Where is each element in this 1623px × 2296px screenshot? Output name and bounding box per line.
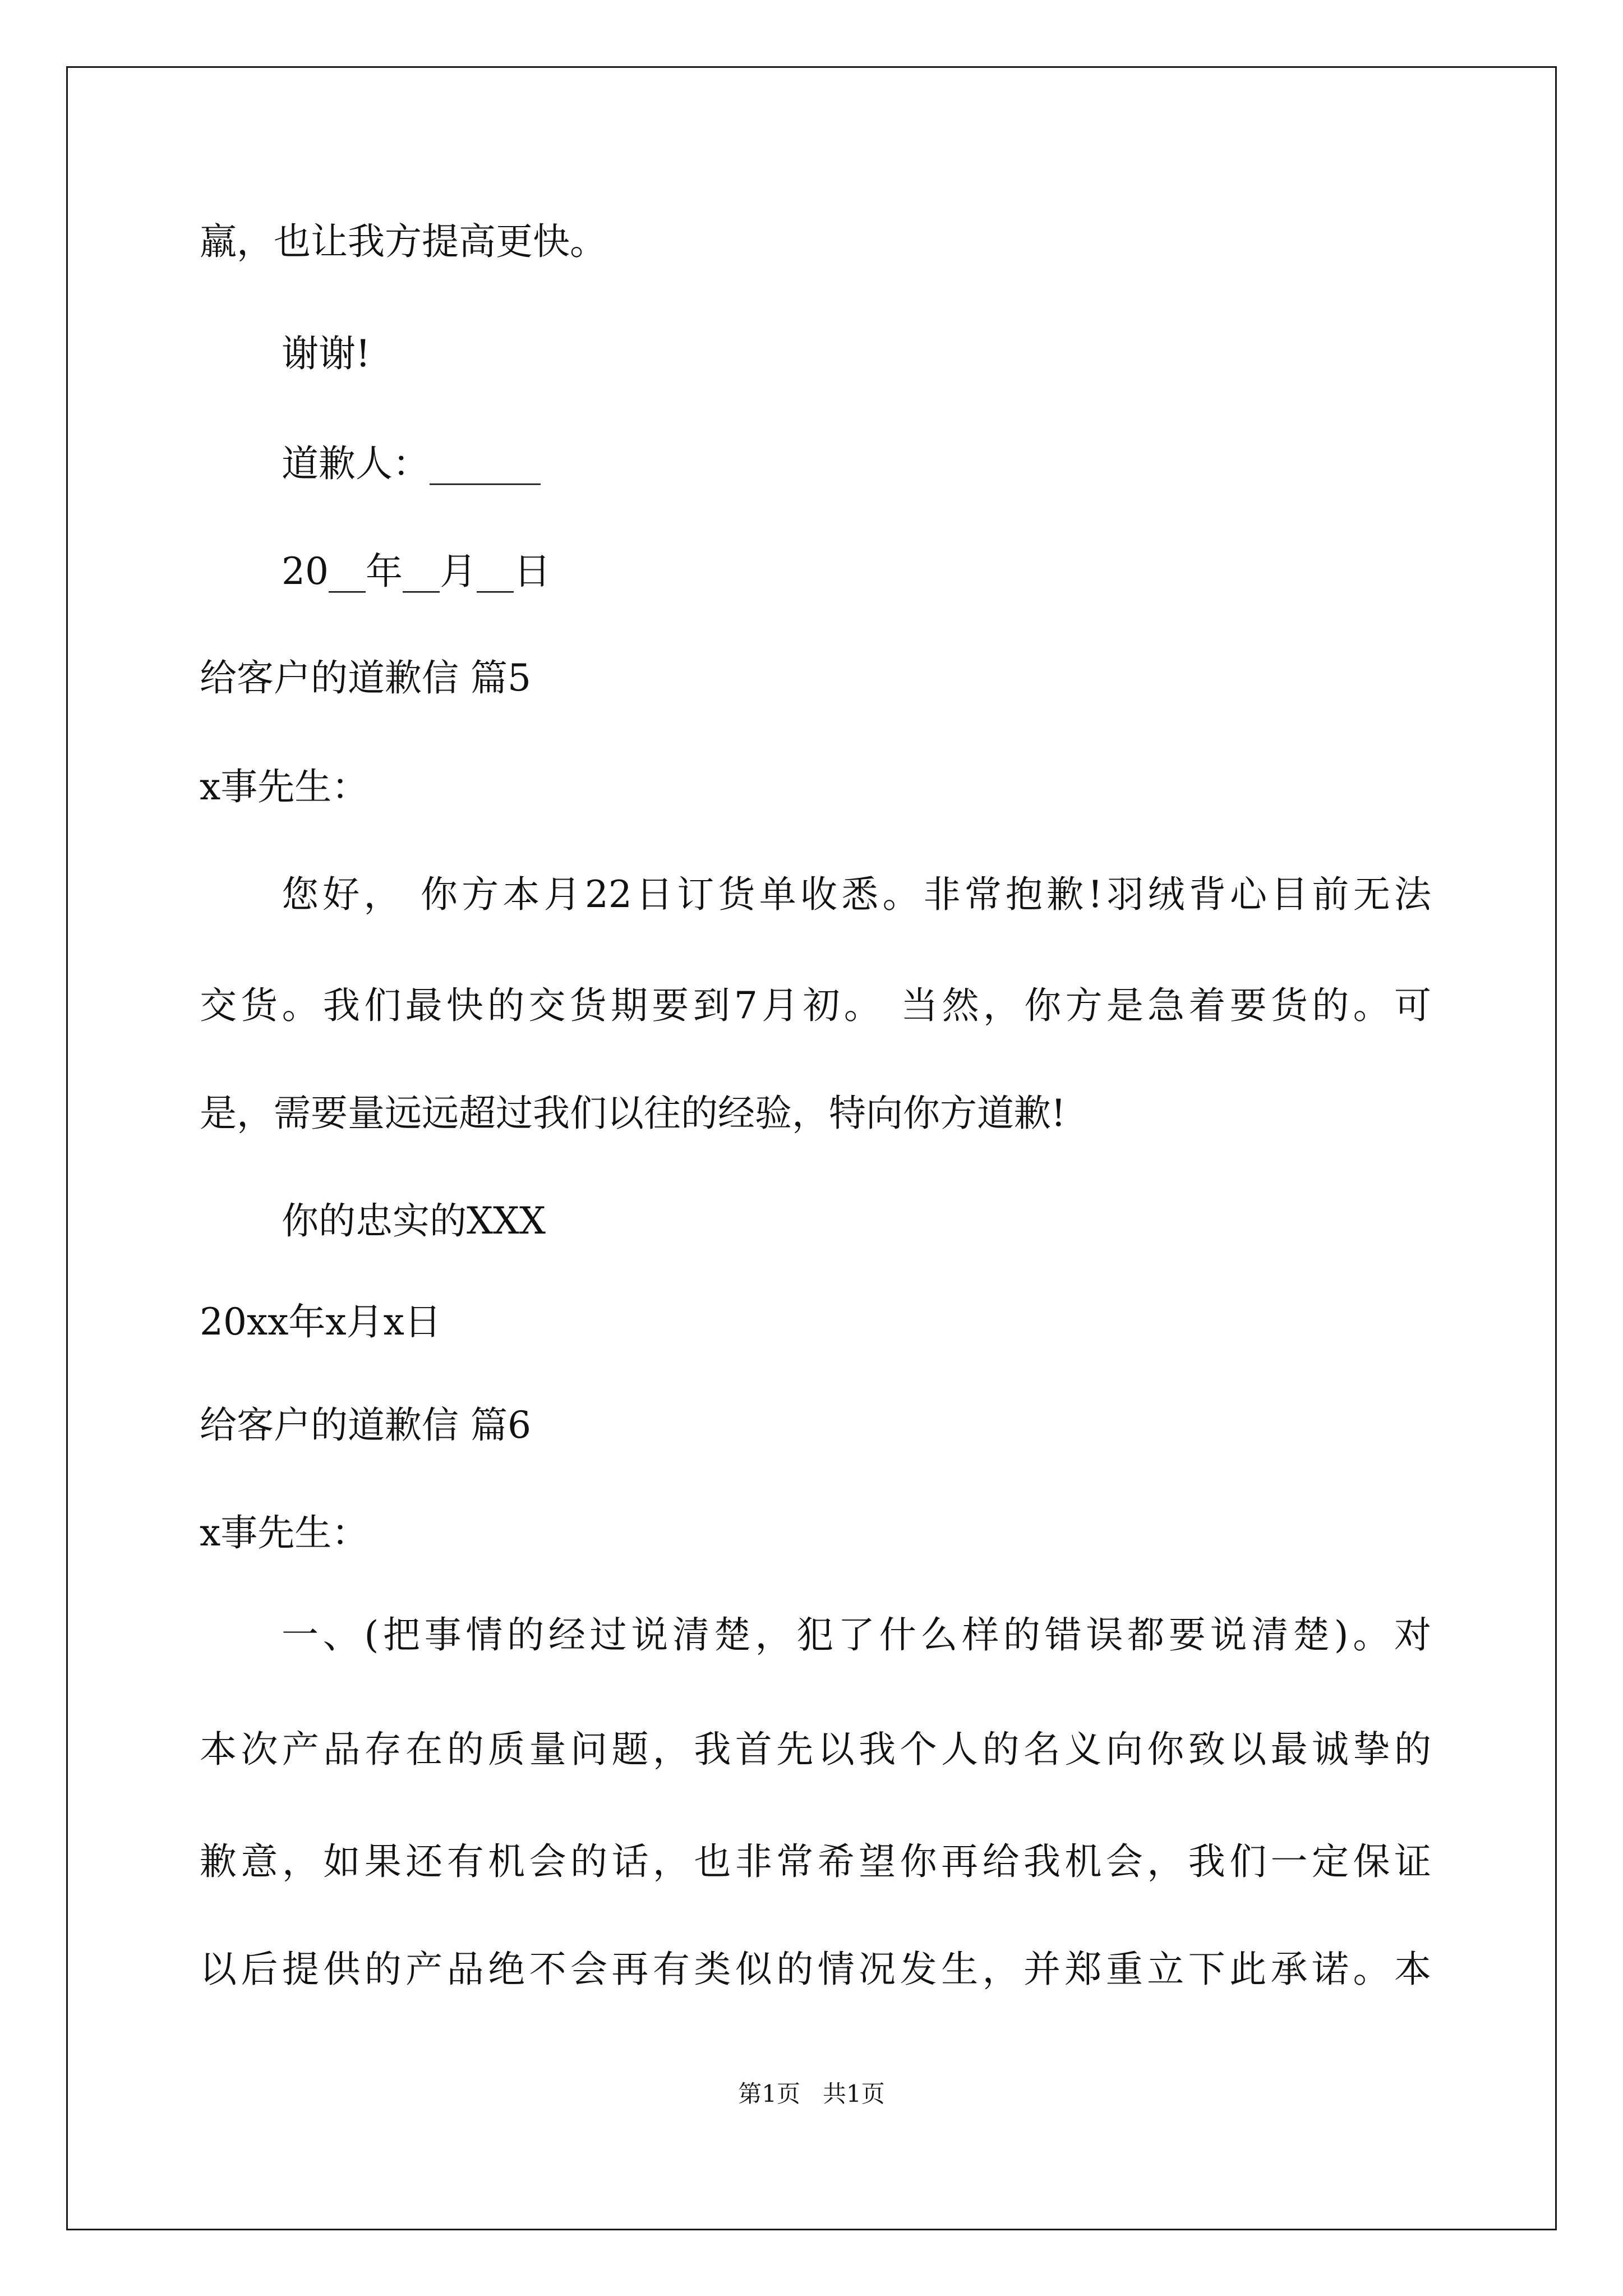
body-text-line: 本次产品存在的质量问题，我首先以我个人的名义向你致以最诚挚的	[200, 1728, 1431, 1771]
body-text-line: 歉意，如果还有机会的话，也非常希望你再给我机会，我们一定保证	[200, 1840, 1431, 1883]
section-heading: 给客户的道歉信 篇5	[200, 656, 531, 700]
signature: 你的忠实的XXX	[282, 1199, 546, 1243]
section-heading: 给客户的道歉信 篇6	[200, 1404, 531, 1447]
body-text-line: 您好， 你方本月22日订货单收悉。非常抱歉!羽绒背心目前无法	[282, 873, 1431, 916]
closing-thanks: 谢谢!	[282, 332, 371, 375]
body-text-line: 以后提供的产品绝不会再有类似的情况发生，并郑重立下此承诺。本	[200, 1948, 1431, 1991]
salutation: x事先生：	[200, 765, 369, 808]
body-text-line: 一、(把事情的经过说清楚，犯了什么样的错误都要说清楚)。对	[282, 1613, 1431, 1657]
page-footer: 第1页 共1页	[738, 2080, 885, 2108]
body-text-line: 羸，也让我方提高更快。	[200, 220, 607, 263]
date-line: 20xx年x月x日	[200, 1300, 441, 1343]
body-text-line: 是，需要量远远超过我们以往的经验，特向你方道歉!	[200, 1092, 1066, 1135]
apologizer-signature-line: 道歉人：______	[282, 442, 541, 485]
page-border	[66, 66, 1557, 2230]
salutation: x事先生：	[200, 1511, 369, 1554]
date-line: 20__年__月__日	[282, 550, 551, 593]
body-text-line: 交货。我们最快的交货期要到7月初。 当然，你方是急着要货的。可	[200, 984, 1431, 1027]
